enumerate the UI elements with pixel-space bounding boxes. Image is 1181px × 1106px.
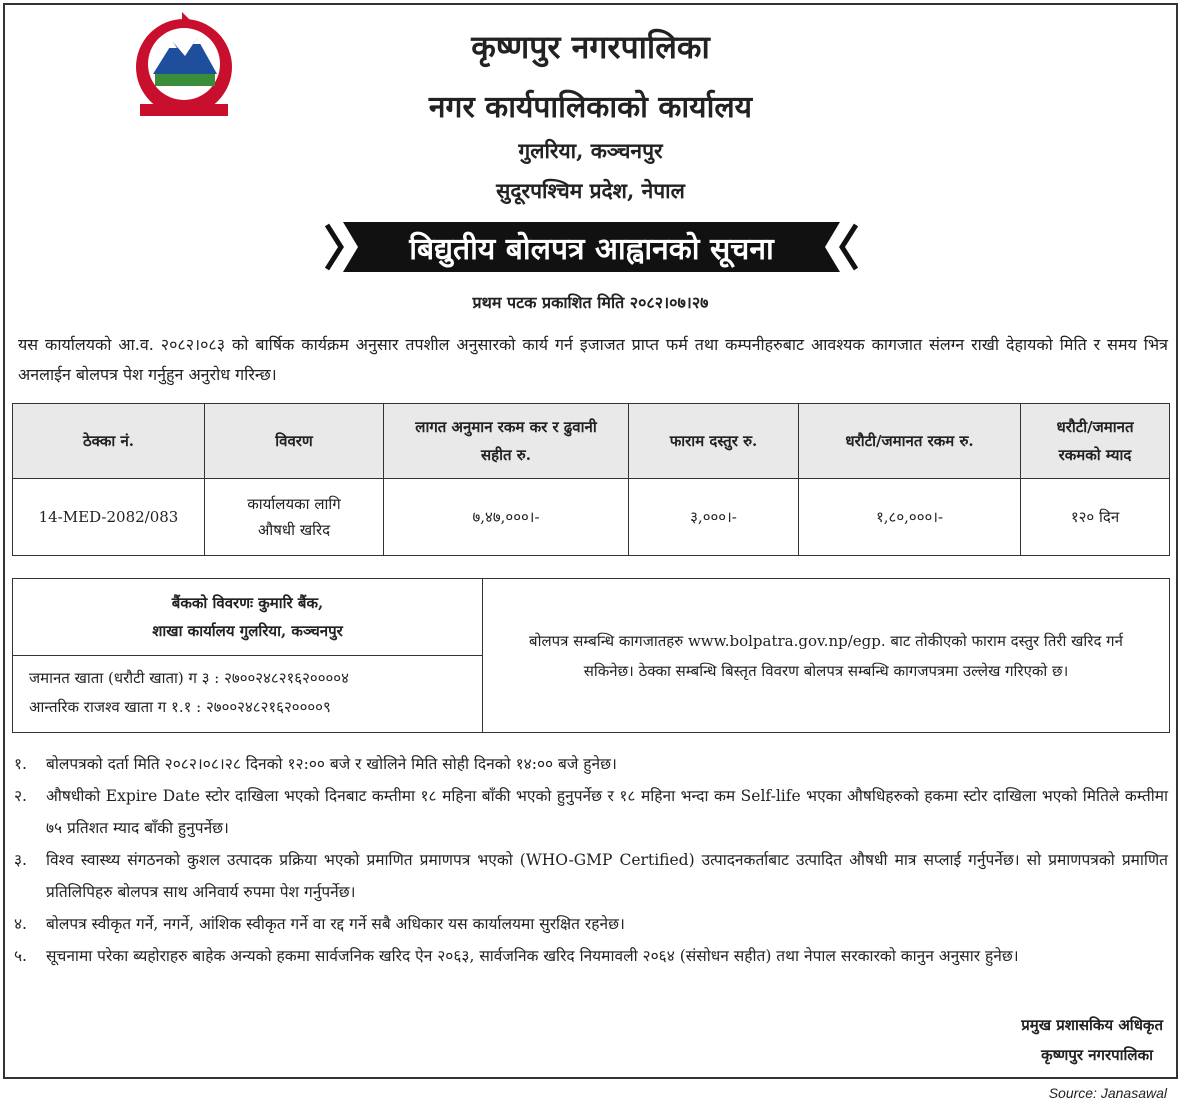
item-number: ५. <box>14 947 27 965</box>
intro-paragraph: यस कार्यालयको आ.व. २०८२।०८३ को बार्षिक कार्यक्रम अनुसार तपशील अनुसारको कार्य गर्न इजाजत प्राप्त फर्म तथा कम्पनीहरुबाट आवश्यक कागजात संलग्न राखी देहायको मिति र समय भित्र अनलाईन बोलपत्र पेश गर्नुहुन अनुरोध गरिन्छ। <box>18 335 1168 384</box>
revenue-account: आन्तरिक राजश्व खाता ग १.१ : २७००२४८२१६२००००९ <box>29 698 331 716</box>
item-number: २. <box>14 787 27 805</box>
col-bid-security: धरौटी/जमानत रकम रु. <box>799 404 1021 479</box>
bank-branch: शाखा कार्यालय गुलरिया, कञ्चनपुर <box>152 622 343 640</box>
table-row <box>13 479 1170 556</box>
item-number: १. <box>14 755 27 773</box>
deposit-account: जमानत खाता (धरौटी खाता) ग ३ : २७००२४८२१६२००००४ <box>29 669 349 687</box>
list-item <box>14 908 1168 940</box>
notice-title-banner <box>325 222 858 272</box>
cell-form-fee: ३,०००।- <box>629 479 799 556</box>
bank-name: बैंकको विवरणः कुमारि बैंक, <box>171 594 324 612</box>
publish-date: प्रथम पटक प्रकाशित मिति २०८२।०७।२७ <box>472 293 709 312</box>
cell-contract-no: 14-MED-2082/083 <box>13 479 205 556</box>
signatory-org: कृष्णपुर नगरपालिका <box>1041 1046 1153 1064</box>
list-item <box>14 940 1168 972</box>
col-description: विवरण <box>205 404 384 479</box>
conditions-list <box>14 748 1168 972</box>
item-text: विश्व स्वास्थ्य संगठनको कुशल उत्पादक प्रक्रिया भएको प्रमाणित प्रमाणपत्र भएको (WHO-GMP Certified) उत्पादनकर्ताबाट उत्पादित औषधी मात्र सप्लाई गर्नुपर्नेछ। सो प्रमाणपत्रको प्रमाणित प्रतिलिपिहरु बोलपत्र साथ अनिवार्य रुपमा पेश गर्नुपर्नेछ। <box>46 851 1168 901</box>
cell-estimate: ७,४७,०००।- <box>384 479 629 556</box>
bank-details-box <box>12 578 1170 733</box>
col-security-validity: धरौटी/जमानत रकमको म्याद <box>1021 404 1170 479</box>
item-text: सूचनामा परेका ब्यहोराहरु बाहेक अन्यको हकमा सार्वजनिक खरिद ऐन २०६३, सार्वजनिक खरिद नियमावली २०६४ (संसोधन सहीत) तथा नेपाल सरकारको कानुन अनुसार हुनेछ। <box>46 947 1019 965</box>
list-item <box>14 748 1168 780</box>
cell-bid-security: १,८०,०००।- <box>799 479 1021 556</box>
province: सुदूरपश्चिम प्रदेश, नेपाल <box>496 178 685 203</box>
item-number: ३. <box>14 851 27 869</box>
notice-title: बिद्युतीय बोलपत्र आह्वानको सूचना <box>409 231 774 267</box>
cell-security-validity: १२० दिन <box>1021 479 1170 556</box>
item-text: बोलपत्र स्वीकृत गर्ने, नगर्ने, आंशिक स्वीकृत गर्ने वा रद्द गर्ने सबै अधिकार यस कार्यालयमा सुरक्षित रहनेछ। <box>46 915 625 933</box>
col-contract-no: ठेक्का नं. <box>13 404 205 479</box>
list-item <box>14 780 1168 844</box>
bid-document-info: बोलपत्र सम्बन्धि कागजातहरु www.bolpatra.gov.np/egp. बाट तोकीएको फाराम दस्तुर तिरी खरिद गर्न सकिनेछ। ठेक्का सम्बन्धि बिस्तृत विवरण बोलपत्र सम्बन्धि कागजपत्रमा उल्लेख गरिएको छ। <box>529 631 1123 680</box>
item-text: बोलपत्रको दर्ता मिति २०८२।०८।२८ दिनको १२:०० बजे र खोलिने मिति सोही दिनको १४:०० बजे हुनेछ। <box>46 755 617 773</box>
item-text: औषधीको Expire Date स्टोर दाखिला भएको दिनबाट कम्तीमा १८ महिना बाँकी भएको हुनुपर्नेछ र १८ महिना भन्दा कम Self-life भएका औषधिहरुको हकमा स्टोर दाखिला भएको मितिले कम्तीमा ७५ प्रतिशत म्याद बाँकी हुनुपर्नेछ। <box>46 787 1168 837</box>
col-estimate: लागत अनुमान रकम कर र ढुवानी सहीत रु. <box>384 404 629 479</box>
municipality-name: कृष्णपुर नगरपालिका <box>471 28 710 66</box>
cell-description: कार्यालयका लागि औषधी खरिद <box>205 479 384 556</box>
source-credit: Source: Janasawal <box>1048 1085 1167 1101</box>
table-header-row <box>13 404 1170 479</box>
item-number: ४. <box>14 915 27 933</box>
signatory-title: प्रमुख प्रशासकिय अधिकृत <box>1021 1016 1163 1034</box>
col-form-fee: फाराम दस्तुर रु. <box>629 404 799 479</box>
list-item <box>14 844 1168 908</box>
office-name: नगर कार्यपालिकाको कार्यालय <box>428 90 753 125</box>
tender-table <box>12 403 1170 556</box>
office-address: गुलरिया, कञ्चनपुर <box>518 138 663 163</box>
